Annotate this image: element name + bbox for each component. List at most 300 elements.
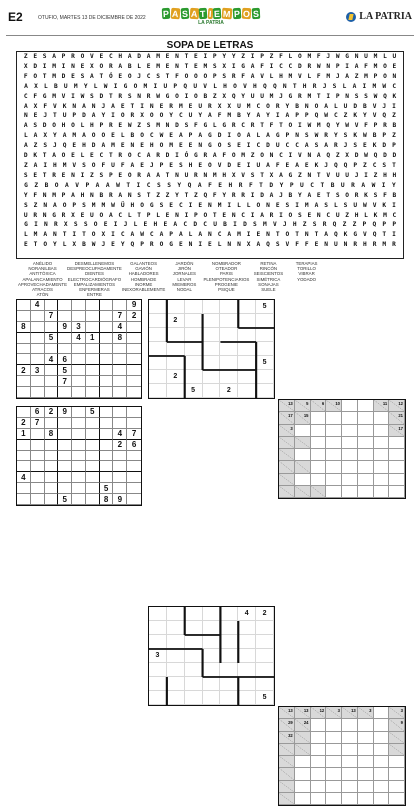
sudoku-cell[interactable]	[31, 322, 45, 333]
sudoku-cell[interactable]	[17, 407, 31, 418]
kakuro-cell[interactable]	[374, 768, 390, 780]
region-cell[interactable]	[185, 635, 203, 649]
kakuro-cell[interactable]	[326, 793, 342, 805]
region-cell[interactable]	[203, 691, 221, 705]
region-cell[interactable]	[256, 663, 274, 677]
sudoku-cell[interactable]	[100, 440, 114, 451]
sudoku-cell[interactable]: 5	[45, 333, 59, 344]
sudoku-cell[interactable]	[58, 387, 72, 398]
sudoku-cell[interactable]	[86, 365, 100, 376]
sudoku-cell[interactable]	[72, 440, 86, 451]
region-cell[interactable]	[167, 691, 185, 705]
kakuro-cell[interactable]	[389, 793, 405, 805]
region-cell[interactable]: 2	[167, 370, 185, 384]
sudoku-cell[interactable]	[17, 376, 31, 387]
region-cell[interactable]: 2	[220, 384, 238, 398]
kakuro-cell[interactable]	[326, 781, 342, 793]
sudoku-cell[interactable]	[100, 376, 114, 387]
sudoku-cell[interactable]	[127, 354, 141, 365]
sudoku-cell[interactable]	[72, 344, 86, 355]
sudoku-cell[interactable]: 2	[17, 365, 31, 376]
region-cell[interactable]	[203, 328, 221, 342]
kakuro-cell[interactable]	[326, 425, 342, 437]
region-cell[interactable]	[167, 621, 185, 635]
sudoku-cell[interactable]	[72, 451, 86, 462]
sudoku-cell[interactable]	[17, 387, 31, 398]
sudoku-cell[interactable]: 8	[100, 494, 114, 505]
region-cell[interactable]	[167, 663, 185, 677]
sudoku-cell[interactable]	[127, 344, 141, 355]
sudoku-cell[interactable]	[31, 333, 45, 344]
sudoku-cell[interactable]	[86, 300, 100, 311]
region-cell[interactable]	[185, 621, 203, 635]
kakuro-cell[interactable]	[326, 732, 342, 744]
sudoku-cell[interactable]	[58, 472, 72, 483]
sudoku-cell[interactable]	[100, 451, 114, 462]
region-cell[interactable]	[149, 342, 167, 356]
sudoku-cell[interactable]	[127, 333, 141, 344]
sudoku-cell[interactable]: 6	[127, 440, 141, 451]
region-cell[interactable]	[203, 384, 221, 398]
sudoku-cell[interactable]	[45, 418, 59, 429]
sudoku-cell[interactable]: 9	[58, 322, 72, 333]
sudoku-cell[interactable]	[86, 322, 100, 333]
sudoku-cell[interactable]	[31, 376, 45, 387]
region-cell[interactable]	[185, 607, 203, 621]
sudoku-cell[interactable]	[72, 407, 86, 418]
sudoku-cell[interactable]	[86, 376, 100, 387]
kakuro-cell[interactable]	[326, 719, 342, 731]
region-cell[interactable]	[238, 649, 256, 663]
region-cell[interactable]	[203, 649, 221, 663]
region-cell[interactable]	[185, 314, 203, 328]
sudoku-cell[interactable]	[17, 483, 31, 494]
kakuro-cell[interactable]	[311, 781, 327, 793]
kakuro-cell[interactable]	[326, 756, 342, 768]
sudoku-cell[interactable]: 4	[31, 300, 45, 311]
region-cell[interactable]	[185, 356, 203, 370]
kakuro-cell[interactable]	[374, 461, 390, 473]
sudoku-cell[interactable]: 1	[86, 333, 100, 344]
sudoku-cell[interactable]	[58, 461, 72, 472]
sudoku-cell[interactable]	[72, 461, 86, 472]
region-cell[interactable]	[149, 663, 167, 677]
kakuro-cell[interactable]	[326, 744, 342, 756]
region-cell[interactable]	[149, 607, 167, 621]
kakuro-cell[interactable]	[342, 719, 358, 731]
sudoku-cell[interactable]	[100, 429, 114, 440]
sudoku-cell[interactable]: 4	[17, 472, 31, 483]
kakuro-cell[interactable]	[374, 474, 390, 486]
kakuro-cell[interactable]	[326, 437, 342, 449]
region-cell[interactable]	[220, 328, 238, 342]
region-cell[interactable]	[256, 342, 274, 356]
kakuro-cell[interactable]	[295, 425, 311, 437]
sudoku-cell[interactable]	[86, 483, 100, 494]
region-cell[interactable]	[167, 607, 185, 621]
kakuro-cell[interactable]	[374, 449, 390, 461]
kakuro-cell[interactable]	[389, 437, 405, 449]
kakuro-cell[interactable]	[295, 756, 311, 768]
sudoku-cell[interactable]: 4	[72, 333, 86, 344]
kakuro-cell[interactable]	[295, 449, 311, 461]
kakuro-cell[interactable]	[358, 756, 374, 768]
sudoku-cell[interactable]: 7	[45, 311, 59, 322]
sudoku-cell[interactable]: 9	[113, 494, 127, 505]
sudoku-cell[interactable]	[113, 418, 127, 429]
kakuro-cell[interactable]	[311, 793, 327, 805]
sudoku-cell[interactable]	[45, 451, 59, 462]
kakuro-cell[interactable]	[311, 412, 327, 424]
region-cell[interactable]	[203, 342, 221, 356]
sudoku-cell[interactable]	[86, 429, 100, 440]
sudoku-cell[interactable]	[127, 494, 141, 505]
sudoku-cell[interactable]: 1	[17, 429, 31, 440]
sudoku-cell[interactable]	[58, 300, 72, 311]
kakuro-cell[interactable]	[295, 793, 311, 805]
kakuro-cell[interactable]	[311, 732, 327, 744]
sudoku-cell[interactable]: 6	[31, 407, 45, 418]
region-cell[interactable]: 3	[149, 649, 167, 663]
region-cell[interactable]	[149, 356, 167, 370]
kakuro-cell[interactable]	[389, 461, 405, 473]
region-cell[interactable]	[203, 356, 221, 370]
region-cell[interactable]: 5	[185, 384, 203, 398]
sudoku-cell[interactable]	[17, 333, 31, 344]
kakuro-cell[interactable]	[374, 412, 390, 424]
region-cell[interactable]	[203, 635, 221, 649]
sudoku-cell[interactable]	[45, 365, 59, 376]
region-cell[interactable]	[256, 384, 274, 398]
sudoku-cell[interactable]	[72, 354, 86, 365]
kakuro-cell[interactable]	[358, 719, 374, 731]
region-cell[interactable]	[256, 621, 274, 635]
sudoku-cell[interactable]	[100, 365, 114, 376]
kakuro-cell[interactable]	[358, 425, 374, 437]
sudoku-cell[interactable]	[31, 494, 45, 505]
region-cell[interactable]	[238, 621, 256, 635]
sudoku-cell[interactable]	[100, 461, 114, 472]
kakuro-cell[interactable]	[342, 425, 358, 437]
kakuro-cell[interactable]	[311, 719, 327, 731]
sudoku-cell[interactable]	[58, 483, 72, 494]
sudoku-cell[interactable]	[127, 418, 141, 429]
region-cell[interactable]	[167, 300, 185, 314]
kakuro-cell[interactable]	[374, 707, 390, 719]
sudoku-cell[interactable]	[17, 451, 31, 462]
sudoku-cell[interactable]	[58, 451, 72, 462]
sudoku-cell[interactable]	[72, 483, 86, 494]
sudoku-cell[interactable]: 5	[100, 483, 114, 494]
sudoku-cell[interactable]	[45, 483, 59, 494]
kakuro-cell[interactable]	[374, 732, 390, 744]
region-cell[interactable]	[220, 635, 238, 649]
region-cell[interactable]	[220, 342, 238, 356]
kakuro-cell[interactable]	[358, 400, 374, 412]
sudoku-cell[interactable]	[113, 451, 127, 462]
kakuro-cell[interactable]	[358, 461, 374, 473]
kakuro-cell[interactable]	[358, 474, 374, 486]
sudoku-cell[interactable]	[72, 494, 86, 505]
kakuro-cell[interactable]	[374, 486, 390, 498]
region-cell[interactable]	[238, 384, 256, 398]
region-cell[interactable]	[149, 691, 167, 705]
sudoku-cell[interactable]	[45, 494, 59, 505]
kakuro-cell[interactable]	[326, 461, 342, 473]
sudoku-cell[interactable]	[113, 354, 127, 365]
sudoku-cell[interactable]	[113, 483, 127, 494]
region-cell[interactable]	[238, 635, 256, 649]
sudoku-cell[interactable]	[127, 483, 141, 494]
sudoku-cell[interactable]	[100, 387, 114, 398]
sudoku-cell[interactable]: 3	[72, 322, 86, 333]
region-cell[interactable]	[256, 328, 274, 342]
sudoku-cell[interactable]	[45, 440, 59, 451]
sudoku-cell[interactable]	[17, 494, 31, 505]
sudoku-cell[interactable]: 6	[58, 354, 72, 365]
kakuro-cell[interactable]	[342, 781, 358, 793]
region-cell[interactable]	[203, 621, 221, 635]
kakuro-cell[interactable]	[342, 768, 358, 780]
kakuro-cell[interactable]	[311, 756, 327, 768]
region-cell[interactable]	[220, 370, 238, 384]
kakuro-cell[interactable]	[326, 412, 342, 424]
kakuro-cell[interactable]	[295, 474, 311, 486]
sudoku-cell[interactable]: 7	[31, 418, 45, 429]
kakuro-cell[interactable]	[342, 437, 358, 449]
region-cell[interactable]: 5	[256, 356, 274, 370]
sudoku-cell[interactable]	[72, 472, 86, 483]
sudoku-cell[interactable]: 9	[127, 300, 141, 311]
region-cell[interactable]	[220, 314, 238, 328]
region-cell[interactable]	[185, 649, 203, 663]
kakuro-cell[interactable]	[358, 412, 374, 424]
kakuro-cell[interactable]	[295, 781, 311, 793]
region-cell[interactable]	[167, 384, 185, 398]
sudoku-cell[interactable]: 8	[45, 429, 59, 440]
kakuro-cell[interactable]	[311, 437, 327, 449]
sudoku-cell[interactable]: 2	[113, 440, 127, 451]
sudoku-cell[interactable]	[58, 429, 72, 440]
region-cell[interactable]	[185, 328, 203, 342]
region-cell[interactable]	[238, 677, 256, 691]
kakuro-cell[interactable]	[358, 732, 374, 744]
region-cell[interactable]	[238, 314, 256, 328]
kakuro-cell[interactable]	[374, 437, 390, 449]
sudoku-cell[interactable]	[72, 300, 86, 311]
kakuro-cell[interactable]	[389, 756, 405, 768]
sudoku-cell[interactable]: 5	[58, 365, 72, 376]
kakuro-cell[interactable]	[342, 744, 358, 756]
sudoku-cell[interactable]: 2	[45, 407, 59, 418]
region-cell[interactable]: 5	[256, 300, 274, 314]
sudoku-cell[interactable]	[17, 300, 31, 311]
kakuro-cell[interactable]	[342, 793, 358, 805]
sudoku-cell[interactable]	[58, 418, 72, 429]
sudoku-cell[interactable]	[45, 387, 59, 398]
sudoku-cell[interactable]	[31, 483, 45, 494]
region-cell[interactable]	[167, 342, 185, 356]
region-cell[interactable]	[203, 300, 221, 314]
region-cell[interactable]	[167, 356, 185, 370]
sudoku-cell[interactable]	[113, 387, 127, 398]
region-cell[interactable]	[149, 370, 167, 384]
region-cell[interactable]	[149, 384, 167, 398]
kakuro-cell[interactable]	[311, 449, 327, 461]
kakuro-cell[interactable]	[374, 425, 390, 437]
sudoku-cell[interactable]	[113, 461, 127, 472]
region-cell[interactable]	[149, 677, 167, 691]
region-cell[interactable]: 5	[256, 691, 274, 705]
sudoku-cell[interactable]	[17, 461, 31, 472]
sudoku-cell[interactable]	[31, 472, 45, 483]
region-cell[interactable]: 2	[167, 314, 185, 328]
sudoku-cell[interactable]	[127, 451, 141, 462]
sudoku-cell[interactable]	[72, 365, 86, 376]
sudoku-cell[interactable]	[86, 344, 100, 355]
sudoku-cell[interactable]	[113, 472, 127, 483]
sudoku-cell[interactable]	[72, 418, 86, 429]
sudoku-cell[interactable]	[127, 472, 141, 483]
sudoku-cell[interactable]	[31, 354, 45, 365]
kakuro-cell[interactable]	[311, 425, 327, 437]
sudoku-cell[interactable]	[86, 311, 100, 322]
kakuro-cell[interactable]	[358, 449, 374, 461]
sudoku-cell[interactable]	[45, 376, 59, 387]
region-cell[interactable]	[238, 328, 256, 342]
sudoku-cell[interactable]	[31, 451, 45, 462]
kakuro-cell[interactable]	[311, 768, 327, 780]
sudoku-cell[interactable]	[72, 311, 86, 322]
sudoku-cell[interactable]: 7	[113, 311, 127, 322]
sudoku-cell[interactable]	[72, 429, 86, 440]
sudoku-cell[interactable]	[86, 461, 100, 472]
region-cell[interactable]	[256, 314, 274, 328]
sudoku-cell[interactable]	[86, 354, 100, 365]
region-cell[interactable]	[238, 370, 256, 384]
sudoku-cell[interactable]	[86, 494, 100, 505]
region-cell[interactable]	[203, 663, 221, 677]
sudoku-cell[interactable]	[113, 376, 127, 387]
sudoku-cell[interactable]	[17, 344, 31, 355]
sudoku-cell[interactable]	[45, 322, 59, 333]
kakuro-cell[interactable]	[342, 732, 358, 744]
region-cell[interactable]	[185, 691, 203, 705]
region-cell[interactable]	[220, 300, 238, 314]
sudoku-cell[interactable]	[31, 461, 45, 472]
sudoku-cell[interactable]	[31, 311, 45, 322]
region-cell[interactable]	[149, 635, 167, 649]
sudoku-cell[interactable]	[31, 429, 45, 440]
kakuro-cell[interactable]	[342, 461, 358, 473]
region-cell[interactable]	[203, 607, 221, 621]
sudoku-cell[interactable]	[86, 472, 100, 483]
region-cell[interactable]	[149, 621, 167, 635]
kakuro-cell[interactable]	[389, 781, 405, 793]
sudoku-cell[interactable]	[113, 344, 127, 355]
sudoku-cell[interactable]	[86, 440, 100, 451]
kakuro-cell[interactable]	[358, 744, 374, 756]
region-cell[interactable]	[167, 677, 185, 691]
sudoku-cell[interactable]: 4	[113, 322, 127, 333]
sudoku-cell[interactable]	[72, 387, 86, 398]
kakuro-cell[interactable]	[326, 449, 342, 461]
sudoku-cell[interactable]	[45, 472, 59, 483]
sudoku-cell[interactable]	[86, 418, 100, 429]
region-cell[interactable]	[220, 663, 238, 677]
sudoku-cell[interactable]	[31, 440, 45, 451]
kakuro-cell[interactable]	[295, 768, 311, 780]
sudoku-cell[interactable]	[86, 451, 100, 462]
sudoku-cell[interactable]: 3	[31, 365, 45, 376]
region-cell[interactable]	[185, 300, 203, 314]
kakuro-cell[interactable]	[358, 437, 374, 449]
region-cell[interactable]	[149, 314, 167, 328]
sudoku-cell[interactable]	[127, 365, 141, 376]
region-cell[interactable]	[238, 356, 256, 370]
sudoku-cell[interactable]	[100, 407, 114, 418]
region-cell[interactable]	[149, 328, 167, 342]
kakuro-cell[interactable]	[311, 461, 327, 473]
sudoku-cell[interactable]: 4	[45, 354, 59, 365]
sudoku-cell[interactable]: 5	[58, 494, 72, 505]
region-cell[interactable]	[256, 677, 274, 691]
region-cell[interactable]	[203, 314, 221, 328]
sudoku-cell[interactable]	[113, 407, 127, 418]
kakuro-cell[interactable]	[358, 486, 374, 498]
region-cell[interactable]	[238, 342, 256, 356]
sudoku-cell[interactable]	[58, 311, 72, 322]
kakuro-cell[interactable]	[342, 756, 358, 768]
kakuro-cell[interactable]	[374, 793, 390, 805]
kakuro-cell[interactable]	[358, 768, 374, 780]
sudoku-cell[interactable]	[31, 344, 45, 355]
region-cell[interactable]	[167, 328, 185, 342]
sudoku-cell[interactable]	[100, 311, 114, 322]
sudoku-cell[interactable]	[127, 322, 141, 333]
sudoku-cell[interactable]	[100, 300, 114, 311]
region-cell[interactable]	[167, 635, 185, 649]
sudoku-cell[interactable]	[100, 418, 114, 429]
sudoku-cell[interactable]: 7	[58, 376, 72, 387]
region-cell[interactable]	[220, 356, 238, 370]
kakuro-cell[interactable]	[358, 781, 374, 793]
kakuro-cell[interactable]	[389, 449, 405, 461]
region-cell[interactable]	[220, 649, 238, 663]
region-cell[interactable]: 4	[238, 607, 256, 621]
region-cell[interactable]: 2	[256, 607, 274, 621]
sudoku-cell[interactable]: 2	[17, 418, 31, 429]
sudoku-cell[interactable]	[45, 461, 59, 472]
kakuro-cell[interactable]	[311, 744, 327, 756]
region-cell[interactable]	[220, 691, 238, 705]
region-cell[interactable]	[256, 635, 274, 649]
kakuro-cell[interactable]	[389, 486, 405, 498]
kakuro-cell[interactable]	[311, 474, 327, 486]
region-cell[interactable]	[203, 370, 221, 384]
sudoku-cell[interactable]	[127, 461, 141, 472]
kakuro-cell[interactable]	[374, 756, 390, 768]
sudoku-cell[interactable]	[17, 440, 31, 451]
sudoku-cell[interactable]	[58, 333, 72, 344]
sudoku-cell[interactable]: 9	[58, 407, 72, 418]
kakuro-cell[interactable]	[326, 486, 342, 498]
sudoku-cell[interactable]	[17, 354, 31, 365]
sudoku-cell[interactable]: 4	[113, 429, 127, 440]
sudoku-cell[interactable]: 2	[127, 311, 141, 322]
sudoku-cell[interactable]: 8	[17, 322, 31, 333]
sudoku-cell[interactable]	[58, 344, 72, 355]
